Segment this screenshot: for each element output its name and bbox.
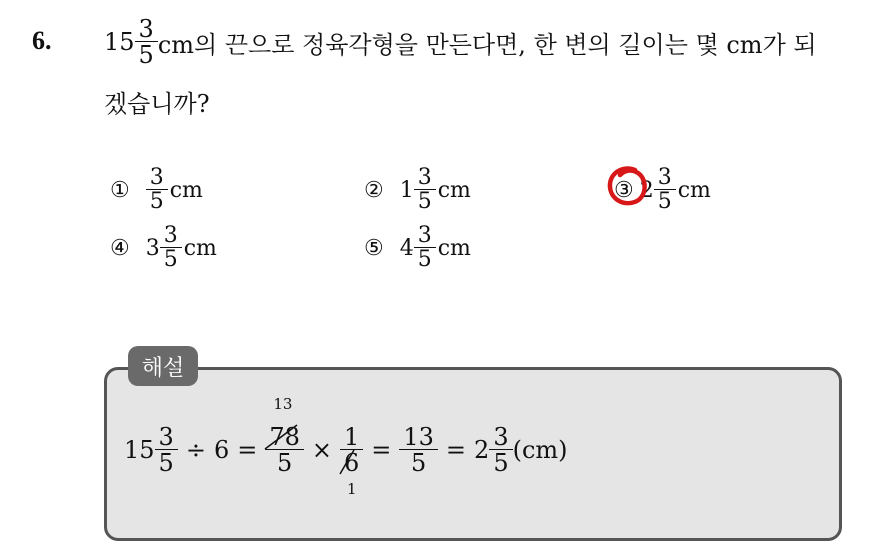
numerator: 1 [343, 423, 360, 451]
denominator: 5 [399, 449, 438, 475]
question-text-line1 [104, 14, 817, 70]
divisor: 6 [213, 436, 230, 464]
unit: (cm) [512, 436, 568, 464]
reduced-denominator: 1 [346, 480, 357, 498]
option-mark: ① [110, 177, 130, 203]
fraction [162, 225, 180, 271]
equals-sign: = [371, 436, 392, 464]
numerator: 3 [158, 423, 174, 451]
fraction [342, 423, 361, 498]
unit: cm [677, 177, 711, 203]
denominator: 5 [654, 189, 676, 213]
numerator: 3 [138, 15, 154, 43]
option-mark: ③ [614, 177, 634, 203]
fraction [656, 167, 674, 213]
option-mark: ④ [110, 235, 130, 261]
explanation-label: 해설 [128, 346, 198, 386]
fraction [137, 17, 156, 67]
fraction [401, 425, 436, 475]
fraction [157, 425, 176, 475]
option-2[interactable] [364, 162, 471, 218]
fraction [267, 395, 302, 477]
denominator: 5 [155, 449, 178, 475]
answer-circle-mark [605, 163, 651, 209]
denominator: 5 [135, 41, 158, 67]
option-5[interactable] [364, 220, 471, 276]
fraction [491, 425, 510, 475]
numerator: 3 [417, 223, 432, 248]
denominator: 6 [343, 449, 360, 477]
question-text: cm의 끈으로 정육각형을 만든다면, 한 변의 길이는 몇 cm가 되 [157, 30, 817, 59]
strike-line [263, 423, 299, 451]
whole-part: 2 [474, 436, 490, 464]
numerator: 3 [149, 165, 164, 190]
whole-part: 3 [145, 235, 160, 261]
numerator: 13 [403, 423, 434, 451]
whole-part: 4 [399, 235, 414, 261]
denominator: 5 [489, 449, 512, 475]
numerator: 78 [269, 423, 300, 451]
option-mark: ⑤ [364, 235, 384, 261]
strike-line [336, 448, 356, 476]
times-sign: × [311, 436, 332, 464]
numerator: 3 [657, 165, 672, 190]
whole-part: 15 [124, 436, 155, 464]
numerator: 3 [163, 223, 178, 248]
option-mark: ② [364, 177, 384, 203]
equals-sign: = [445, 436, 467, 464]
solution-equation [124, 395, 568, 498]
question-number: 6. [32, 26, 52, 55]
whole-part: 1 [399, 177, 414, 203]
numerator-crossed [267, 425, 302, 449]
denominator-crossed [340, 449, 363, 475]
option-1[interactable] [110, 162, 203, 218]
unit: cm [169, 177, 203, 203]
equals-sign: = [237, 436, 258, 464]
numerator: 3 [417, 165, 432, 190]
unit: cm [183, 235, 217, 261]
reduced-numerator: 13 [273, 395, 293, 413]
fraction [148, 167, 166, 213]
unit: cm [437, 177, 471, 203]
question-text-line2: 겠습니까? [104, 90, 210, 118]
denominator: 5 [160, 247, 182, 271]
denominator: 5 [414, 189, 436, 213]
numerator: 3 [493, 423, 509, 451]
whole-part: 2 [639, 177, 654, 203]
mixed-number [104, 17, 158, 67]
fraction [416, 167, 434, 213]
denominator: 5 [265, 449, 304, 475]
fraction [416, 225, 434, 271]
whole-part: 15 [104, 28, 135, 56]
denominator: 5 [146, 189, 168, 213]
divide-sign: ÷ [185, 436, 206, 464]
denominator: 5 [414, 247, 436, 271]
unit: cm [437, 235, 471, 261]
option-4[interactable] [110, 220, 217, 276]
